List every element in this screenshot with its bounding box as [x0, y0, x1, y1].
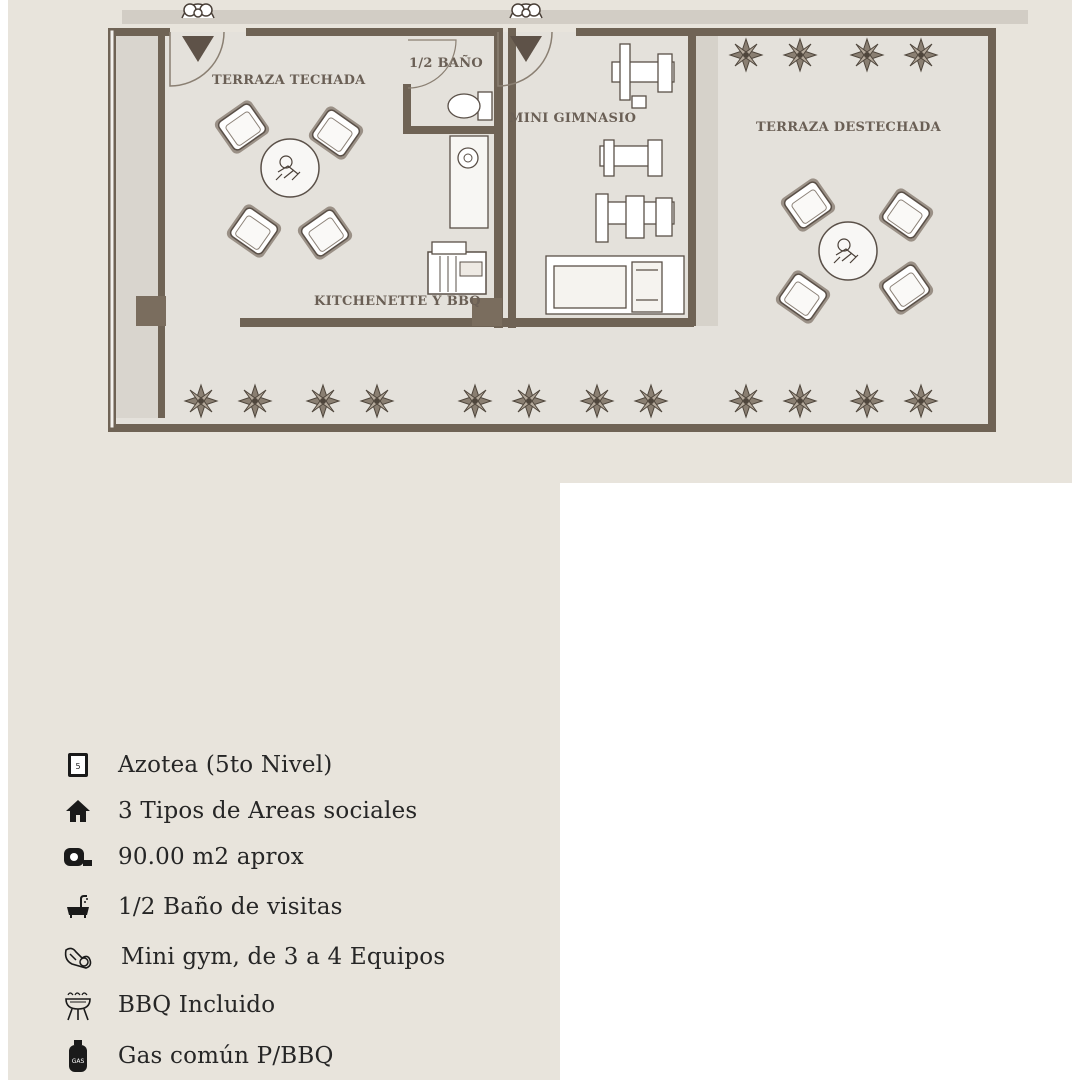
svg-text:GAS: GAS: [71, 1058, 85, 1065]
feature-item: [60, 1038, 334, 1074]
corridor: [116, 36, 164, 418]
label-kitchenette: KITCHENETTE Y BBQ: [314, 294, 481, 309]
label-mini-gimnasio: MINI GIMNASIO: [509, 111, 637, 126]
person-icon: [182, 4, 214, 18]
feature-text: 90.00 m2 aprox: [118, 844, 304, 870]
svg-text:5: 5: [75, 762, 81, 771]
level-icon: [60, 747, 96, 783]
tape-measure-icon: [60, 839, 96, 875]
label-medio-bano: 1/2 BAÑO: [409, 56, 484, 71]
person-icon: [510, 4, 542, 18]
feature-text: 3 Tipos de Areas sociales: [118, 798, 418, 824]
table-icon: [819, 222, 877, 280]
corridor-wall: [158, 36, 165, 418]
toilet-icon: [448, 92, 492, 120]
blank-panel: [560, 483, 1072, 1080]
grill-icon: [60, 987, 96, 1023]
feature-text: Gas común P/BBQ: [118, 1043, 334, 1069]
floor-plan: [8, 0, 1072, 483]
feature-text: Mini gym, de 3 a 4 Equipos: [121, 944, 446, 970]
label-terraza-destechada: TERRAZA DESTECHADA: [756, 120, 942, 135]
label-terraza-techada: TERRAZA TECHADA: [212, 73, 366, 88]
wall-shadow: [122, 10, 1028, 24]
house-icon: [60, 793, 96, 829]
sink-icon: [450, 136, 488, 228]
dumbbell-icon: [60, 939, 96, 975]
feature-text: 1/2 Baño de visitas: [118, 894, 343, 920]
table-icon: [261, 139, 319, 197]
feature-text: BBQ Incluido: [118, 992, 276, 1018]
feature-item: [60, 747, 332, 783]
feature-item: [60, 839, 304, 875]
feature-item: [60, 793, 417, 829]
feature-text: Azotea (5to Nivel): [118, 752, 333, 778]
left-margin: [0, 0, 8, 1080]
feature-item: [60, 939, 445, 975]
gym-wall-shadow: [696, 36, 718, 326]
feature-item: [60, 889, 343, 925]
column: [136, 296, 166, 326]
gas-tank-icon: [60, 1038, 96, 1074]
bathtub-icon: [60, 889, 96, 925]
feature-item: [60, 987, 275, 1023]
